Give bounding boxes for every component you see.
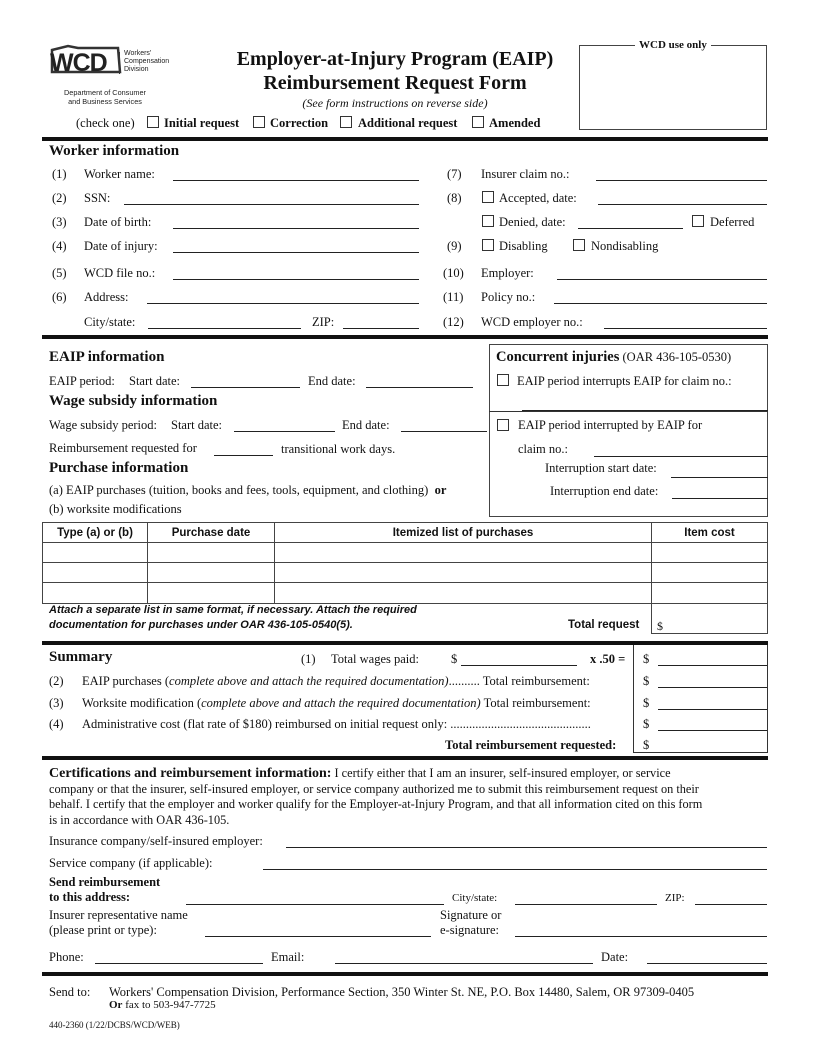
insurer-claim-label: Insurer claim no.:: [481, 167, 570, 181]
table-cell-cost[interactable]: [652, 543, 768, 563]
fax-or-label: Or: [109, 999, 123, 1011]
worksite-mod-line: [82, 697, 591, 710]
signature-label-2: e-signature:: [440, 923, 500, 937]
initial-request-label: Initial request: [164, 116, 240, 130]
deferred-checkbox[interactable]: [692, 215, 704, 227]
wcd-use-only-box: [579, 45, 767, 130]
table-note-line1: Attach a separate list in same format, if necessary. Attach the required: [49, 604, 417, 616]
summary-amount-divider: [633, 645, 634, 753]
eaip-period-label: EAIP period:: [49, 374, 115, 388]
additional-request-checkbox[interactable]: [340, 116, 352, 128]
reimb-requested-label: Reimbursement requested for: [49, 441, 197, 455]
table-cell-type[interactable]: [43, 563, 148, 583]
interruption-end-input[interactable]: [672, 498, 768, 499]
correction-checkbox[interactable]: [253, 116, 265, 128]
column-header-type: Type (a) or (b): [43, 523, 148, 543]
table-cell-item[interactable]: [275, 583, 652, 604]
amended-checkbox[interactable]: [472, 116, 484, 128]
date-of-birth-input[interactable]: [173, 228, 419, 229]
email-input[interactable]: [335, 963, 593, 964]
worksite-mod-tail: Total reimbursement:: [480, 696, 591, 710]
field-num: (10): [443, 266, 464, 280]
interruption-start-label: Interruption start date:: [545, 461, 657, 475]
or-label: or: [434, 483, 447, 497]
total-request-currency: $: [657, 619, 663, 633]
denied-date-input[interactable]: [578, 228, 683, 229]
zip-label: ZIP:: [312, 315, 335, 329]
field-num: (11): [443, 290, 464, 304]
table-note-line2: documentation for purchases under OAR 436-105-0540(5).: [49, 619, 353, 631]
fax-line: [109, 1000, 216, 1011]
summary-line-num: (3): [49, 696, 64, 710]
wcd-file-no-input[interactable]: [173, 279, 419, 280]
field-num: (12): [443, 315, 464, 329]
rep-name-input[interactable]: [205, 936, 431, 937]
form-id: 440-2360 (1/22/DCBS/WCD/WEB): [49, 1020, 180, 1030]
certification-text: [49, 766, 769, 828]
amended-label: Amended: [489, 116, 541, 130]
eaip-purchases-line: [82, 675, 590, 688]
table-cell-item[interactable]: [275, 563, 652, 583]
ssn-label: SSN:: [84, 191, 111, 205]
purchase-line-a: [49, 484, 446, 497]
insurer-claim-input[interactable]: [596, 180, 767, 181]
field-num: (4): [52, 239, 67, 253]
date-of-birth-label: Date of birth:: [84, 215, 152, 229]
eaip-purchases-reimbursement-input[interactable]: [658, 687, 767, 688]
additional-request-label: Additional request: [358, 116, 458, 130]
address-input[interactable]: [147, 303, 419, 304]
date-label: Date:: [601, 950, 629, 964]
field-num: (1): [52, 167, 67, 181]
logo-division-line: Workers': [124, 50, 152, 57]
purchase-info-heading: Purchase information: [49, 460, 189, 476]
table-cell-type[interactable]: [43, 583, 148, 604]
date-of-injury-label: Date of injury:: [84, 239, 158, 253]
section-divider: [42, 972, 768, 976]
correction-label: Correction: [270, 116, 329, 130]
signature-input[interactable]: [515, 936, 767, 937]
rep-name-label-2: (please print or type):: [49, 923, 157, 937]
concurrent-box-divider: [489, 411, 768, 412]
field-num: (7): [447, 167, 462, 181]
eaip-info-heading: EAIP information: [49, 349, 165, 365]
signature-label: Signature or: [440, 908, 502, 922]
date-of-injury-input[interactable]: [173, 252, 419, 253]
send-reimbursement-label-2: to this address:: [49, 890, 131, 904]
column-header-itemized-list: Itemized list of purchases: [275, 523, 652, 543]
policy-no-label: Policy no.:: [481, 290, 536, 304]
ssn-input[interactable]: [124, 204, 419, 205]
policy-no-input[interactable]: [554, 303, 767, 304]
service-company-label: Service company (if applicable):: [49, 856, 213, 870]
phone-input[interactable]: [95, 963, 263, 964]
worker-name-input[interactable]: [173, 180, 419, 181]
concurrent-oar: (OAR 436-105-0530): [622, 350, 732, 364]
reimbursement-zip-label: ZIP:: [665, 892, 685, 904]
worker-name-label: Worker name:: [84, 167, 155, 181]
accepted-label: Accepted, date:: [499, 191, 577, 205]
transitional-days-label: transitional work days.: [281, 442, 396, 456]
wage-end-label: End date:: [342, 418, 390, 432]
wage-period-label: Wage subsidy period:: [49, 418, 158, 432]
disabling-checkbox[interactable]: [482, 239, 494, 251]
form-title-line1: Employer-at-Injury Program (EAIP): [236, 48, 554, 70]
logo-department-text: [50, 89, 160, 106]
certification-text-line: is in accordance with OAR 436-105.: [49, 812, 230, 827]
date-input[interactable]: [647, 963, 767, 964]
worksite-mod-label: Worksite modification (: [82, 696, 202, 710]
wcd-employer-no-label: WCD employer no.:: [481, 315, 583, 329]
form-title-line2: Reimbursement Request Form: [263, 72, 527, 94]
section-divider: [42, 641, 768, 645]
fax-number: fax to 503-947-7725: [122, 999, 216, 1011]
send-to-address: Workers' Compensation Division, Performance Section, 350 Winter St. NE, P.O. Box 14480, Salem, OR 97309-0405: [109, 985, 695, 999]
send-reimbursement-label: Send reimbursement: [49, 875, 161, 889]
table-cell-date[interactable]: [148, 543, 275, 563]
section-divider: [42, 137, 768, 141]
column-header-item-cost: Item cost: [652, 523, 768, 543]
interruption-start-input[interactable]: [671, 477, 768, 478]
insurance-company-label: Insurance company/self-insured employer:: [49, 834, 263, 848]
total-wages-input[interactable]: [461, 665, 577, 666]
logo-division-text: [124, 50, 169, 74]
eaip-end-label: End date:: [308, 374, 356, 388]
nondisabling-label: Nondisabling: [591, 239, 659, 253]
accepted-checkbox[interactable]: [482, 191, 494, 203]
phone-label: Phone:: [49, 950, 84, 964]
field-num: (6): [52, 290, 67, 304]
eaip-start-date-input[interactable]: [191, 387, 300, 388]
field-num: (3): [52, 215, 67, 229]
concurrent-heading-text: Concurrent injuries: [496, 349, 620, 365]
logo-division-line: Compensation: [124, 58, 170, 65]
amount-currency: $: [643, 674, 650, 688]
employer-input[interactable]: [557, 279, 767, 280]
wcd-logo: [44, 42, 182, 112]
service-company-input[interactable]: [263, 869, 767, 870]
eaip-start-label: Start date:: [129, 374, 181, 388]
total-reimbursement-requested-label: Total reimbursement requested:: [445, 738, 617, 752]
logo-mark: WCD: [50, 49, 107, 77]
total-reimbursement-input[interactable]: [655, 736, 765, 751]
wcd-employer-no-input[interactable]: [604, 328, 767, 329]
amount-currency: $: [643, 696, 650, 710]
amount-currency: $: [643, 717, 650, 731]
summary-amount-border: [767, 645, 768, 753]
email-label: Email:: [271, 950, 305, 964]
reimbursement-city-state-input[interactable]: [515, 904, 657, 905]
interrupts-label: EAIP period interrupts EAIP for claim no.:: [517, 374, 732, 388]
certification-text-line: company or that the insurer, self-insured employer, or service company authorized me to submit this reimbursement request on their: [49, 781, 699, 796]
nondisabling-checkbox[interactable]: [573, 239, 585, 251]
table-cell-type[interactable]: [43, 543, 148, 563]
denied-label: Denied, date:: [499, 215, 566, 229]
wage-subsidy-heading: Wage subsidy information: [49, 393, 218, 409]
section-divider: [42, 756, 768, 760]
form-subtitle: (See form instructions on reverse side): [302, 96, 488, 110]
multiplier-label: x .50 =: [590, 652, 626, 666]
wage-end-date-input[interactable]: [401, 431, 487, 432]
admin-cost-input[interactable]: [658, 730, 767, 731]
employer-label: Employer:: [481, 266, 534, 280]
field-num: (5): [52, 266, 67, 280]
certification-line: [49, 766, 769, 782]
eaip-end-date-input[interactable]: [366, 387, 473, 388]
certification-heading: Certifications and reimbursement information:: [49, 766, 332, 781]
concurrent-heading: [496, 350, 731, 365]
field-num: (8): [447, 191, 462, 205]
interrupted-checkbox[interactable]: [497, 419, 509, 431]
column-header-purchase-date: Purchase date: [148, 523, 275, 543]
logo-department-line: Department of Consumer: [64, 88, 146, 97]
eaip-purchases-tail: .......... Total reimbursement:: [448, 674, 590, 688]
wage-start-label: Start date:: [171, 418, 223, 432]
summary-line-num: (1): [301, 652, 316, 666]
disabling-label: Disabling: [499, 239, 548, 253]
claim-no-label: claim no.:: [518, 442, 568, 456]
amount-currency: $: [643, 738, 650, 752]
rep-name-label: Insurer representative name: [49, 908, 188, 922]
purchase-line-b: (b) worksite modifications: [49, 502, 182, 516]
certification-text-line: I certify either that I am an insurer, self-insured employer, or service: [331, 766, 671, 780]
zip-input[interactable]: [343, 328, 419, 329]
purchase-table: [42, 522, 768, 604]
interruption-end-label: Interruption end date:: [550, 484, 659, 498]
interrupted-claim-input[interactable]: [594, 456, 768, 457]
city-state-input[interactable]: [148, 328, 301, 329]
city-state-label: City/state:: [84, 315, 136, 329]
total-request-label: Total request: [568, 619, 640, 631]
table-cell-date[interactable]: [148, 583, 275, 604]
admin-cost-label: Administrative cost (flat rate of $180) reimbursed on initial request only: .............................................: [82, 717, 591, 731]
wage-reimbursement-input[interactable]: [658, 665, 767, 666]
total-request-box[interactable]: [651, 603, 768, 634]
reimbursement-zip-input[interactable]: [695, 904, 767, 905]
deferred-label: Deferred: [710, 215, 755, 229]
summary-line-num: (2): [49, 674, 64, 688]
wcd-use-only-label: WCD use only: [635, 39, 711, 51]
summary-heading: Summary: [49, 649, 113, 665]
worksite-mod-reimbursement-input[interactable]: [658, 709, 767, 710]
summary-line-num: (4): [49, 717, 64, 731]
interrupts-checkbox[interactable]: [497, 374, 509, 386]
wcd-file-no-label: WCD file no.:: [84, 266, 156, 280]
logo-division-line: Division: [124, 66, 149, 73]
initial-request-checkbox[interactable]: [147, 116, 159, 128]
address-label: Address:: [84, 290, 129, 304]
amount-currency: $: [643, 652, 650, 666]
purchase-line-a-text: (a) EAIP purchases (tuition, books and fees, tools, equipment, and clothing): [49, 483, 429, 497]
table-cell-date[interactable]: [148, 563, 275, 583]
table-cell-cost[interactable]: [652, 583, 768, 604]
denied-checkbox[interactable]: [482, 215, 494, 227]
interrupted-label: EAIP period interrupted by EAIP for: [518, 418, 703, 432]
reimbursement-city-state-label: City/state:: [452, 892, 498, 904]
wage-start-date-input[interactable]: [234, 431, 335, 432]
table-cell-item[interactable]: [275, 543, 652, 563]
worksite-mod-note: complete above and attach the required documentation): [201, 696, 481, 710]
check-one-label: (check one): [76, 116, 135, 130]
logo-divider: [119, 52, 120, 74]
certification-text-line: behalf. I certify that the employer and worker qualify for the Employer-at-Injury Program, and that all information cited on this form: [49, 797, 703, 811]
worker-info-heading: Worker information: [49, 143, 180, 159]
transitional-days-input[interactable]: [214, 455, 273, 456]
field-num: (2): [52, 191, 67, 205]
eaip-purchases-note: complete above and attach the required documentation): [169, 674, 449, 688]
insurance-company-input[interactable]: [286, 847, 767, 848]
send-to-label: Send to:: [49, 985, 91, 999]
table-cell-cost[interactable]: [652, 563, 768, 583]
field-num: (9): [447, 239, 462, 253]
logo-department-line: and Business Services: [68, 96, 142, 106]
accepted-date-input[interactable]: [598, 204, 767, 205]
interrupts-claim-input[interactable]: [522, 410, 768, 411]
summary-total-border: [633, 752, 768, 753]
eaip-purchases-label: EAIP purchases (: [82, 674, 170, 688]
total-wages-currency: $: [451, 652, 458, 666]
section-divider: [42, 335, 768, 339]
total-wages-label: Total wages paid:: [331, 652, 419, 666]
reimbursement-address-input[interactable]: [186, 904, 444, 905]
